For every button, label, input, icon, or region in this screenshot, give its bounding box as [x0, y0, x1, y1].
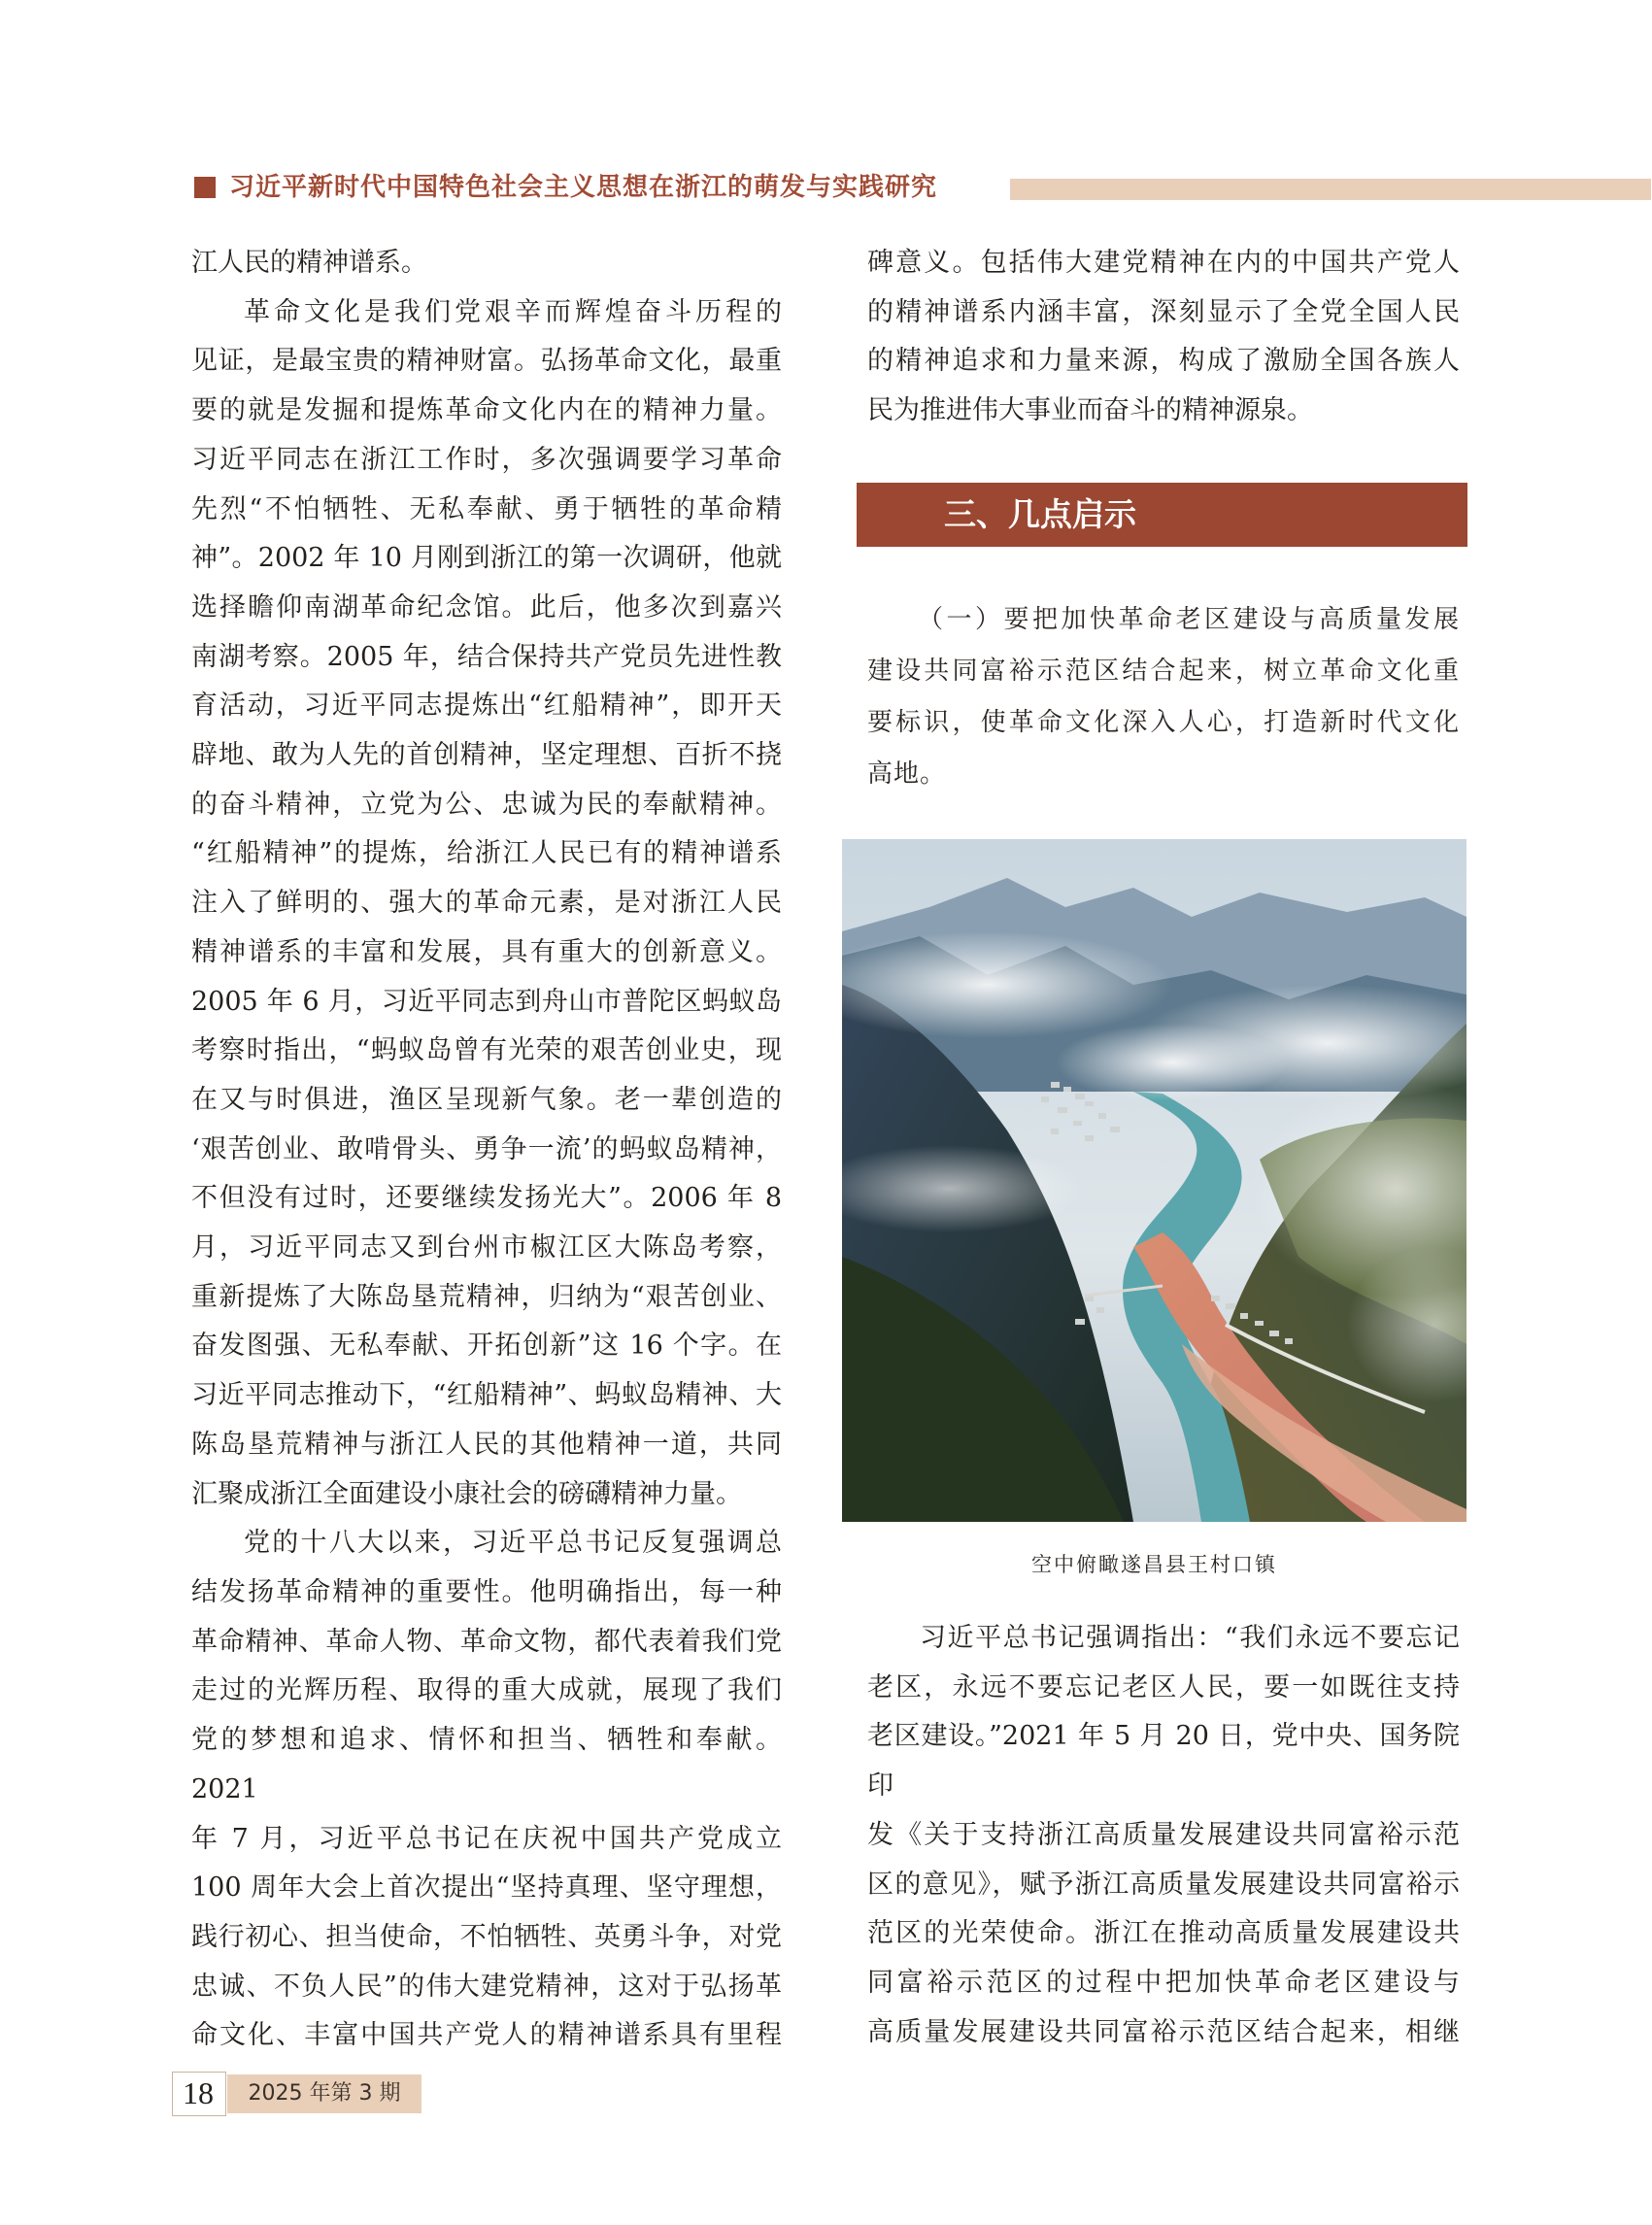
text-line: 的精神追求和力量来源，构成了激励全国各族人: [867, 346, 1460, 377]
text-line: 同富裕示范区的过程中把加快革命老区建设与: [867, 1967, 1460, 1998]
issue-label: 2025 年第 3 期: [248, 2081, 401, 2106]
text-line: 奋发图强、无私奉献、开拓创新”这 16 个字。在: [191, 1331, 782, 1362]
text-line: 践行初心、担当使命，不怕牺牲、英勇斗争，对党: [191, 1921, 782, 1952]
text-line: 碑意义。包括伟大建党精神在内的中国共产党人: [867, 248, 1460, 278]
text-line: 习近平总书记强调指出：“我们永远不要忘记: [920, 1623, 1460, 1653]
text-line: 习近平同志在浙江工作时，多次强调要学习革命: [191, 444, 782, 475]
text-line: 的精神谱系内涵丰富，深刻显示了全党全国人民: [867, 296, 1460, 327]
text-line: 2005 年 6 月，习近平同志到舟山市普陀区蚂蚁岛: [191, 986, 782, 1017]
right-text-column-bottom: [867, 1614, 1460, 2057]
aerial-photo-illustration: [842, 839, 1467, 1522]
text-line: 精神谱系的丰富和发展，具有重大的创新意义。: [191, 936, 782, 967]
text-line: 江人民的精神谱系。: [191, 248, 427, 278]
text-line: 神”。2002 年 10 月刚到浙江的第一次调研，他就: [191, 543, 782, 574]
text-line: 注入了鲜明的、强大的革命元素，是对浙江人民: [191, 888, 782, 919]
subheading-line: （一）要把加快革命老区建设与高质量发展: [918, 605, 1460, 634]
section-heading: 三、几点启示: [944, 495, 1136, 533]
text-line: 区的意见》，赋予浙江高质量发展建设共同富裕示: [867, 1869, 1460, 1900]
text-line: 见证，是最宝贵的精神财富。弘扬革命文化，最重: [191, 346, 782, 377]
text-line: 重新提炼了大陈岛垦荒精神，归纳为“艰苦创业、: [191, 1281, 782, 1312]
text-line: 选择瞻仰南湖革命纪念馆。此后，他多次到嘉兴: [191, 591, 782, 623]
text-line: 老区建设。”2021 年 5 月 20 日，党中央、国务院印: [867, 1721, 1460, 1802]
section-heading-band: [857, 483, 1467, 547]
running-header-title: 习近平新时代中国特色社会主义思想在浙江的萌发与实践研究: [229, 173, 938, 202]
left-text-column: [191, 239, 782, 2061]
text-line: 命文化、丰富中国共产党人的精神谱系具有里程: [191, 2020, 782, 2051]
text-line: 辟地、敢为人先的首创精神，坚定理想、百折不挠: [191, 740, 782, 771]
text-line: 不但没有过时，还要继续发扬光大”。2006 年 8: [191, 1183, 782, 1214]
subheading: [867, 594, 1460, 800]
text-line: 年 7 月，习近平总书记在庆祝中国共产党成立: [191, 1823, 782, 1854]
text-line: 党的梦想和追求、情怀和担当、牺牲和奉献。2021: [191, 1725, 782, 1804]
text-line: 100 周年大会上首次提出“坚持真理、坚守理想，: [191, 1872, 782, 1904]
text-line: 高质量发展建设共同富裕示范区结合起来，相继: [867, 2016, 1460, 2047]
text-line: 在又与时俱进，渔区呈现新气象。老一辈创造的: [191, 1084, 782, 1115]
text-line: 要的就是发掘和提炼革命文化内在的精神力量。: [191, 395, 782, 426]
text-line: 老区，永远不要忘记老区人民，要一如既往支持: [867, 1671, 1460, 1702]
text-line: 结发扬革命精神的重要性。他明确指出，每一种: [191, 1576, 782, 1607]
photo-caption: 空中俯瞰遂昌县王村口镇: [1031, 1553, 1277, 1576]
subheading-line: 要标识，使革命文化深入人心，打造新时代文化: [867, 708, 1460, 737]
text-line: 走过的光辉历程、取得的重大成就，展现了我们: [191, 1675, 782, 1706]
aerial-photo: [842, 839, 1467, 1522]
text-line: 忠诚、不负人民”的伟大建党精神，这对于弘扬革: [191, 1971, 782, 2002]
text-line: 革命精神、革命人物、革命文物，都代表着我们党: [191, 1626, 782, 1657]
text-line: 民为推进伟大事业而奋斗的精神源泉。: [867, 395, 1313, 426]
text-line: 陈岛垦荒精神与浙江人民的其他精神一道，共同: [191, 1429, 782, 1460]
text-line: 汇聚成浙江全面建设小康社会的磅礴精神力量。: [191, 1478, 742, 1509]
text-line: 的奋斗精神，立党为公、忠诚为民的奉献精神。: [191, 789, 782, 820]
text-line: 先烈“不怕牺牲、无私奉献、勇于牺牲的革命精: [191, 493, 782, 524]
text-line: 党的十八大以来，习近平总书记反复强调总: [244, 1528, 782, 1559]
text-line: 发《关于支持浙江高质量发展建设共同富裕示范: [867, 1819, 1460, 1850]
subheading-line: 建设共同富裕示范区结合起来，树立革命文化重: [867, 657, 1460, 686]
text-line: 范区的光荣使命。浙江在推动高质量发展建设共: [867, 1918, 1460, 1949]
header-marker: [194, 177, 216, 198]
text-line: 南湖考察。2005 年，结合保持共产党员先进性教: [191, 641, 782, 672]
page-number: 18: [183, 2075, 214, 2110]
right-text-column-top: [867, 239, 1460, 436]
header-decorative-bar: [1010, 179, 1651, 200]
text-line: “红船精神”的提炼，给浙江人民已有的精神谱系: [191, 838, 782, 869]
text-line: ‘艰苦创业、敢啃骨头、勇争一流’的蚂蚁岛精神，: [191, 1133, 782, 1164]
text-line: 考察时指出，“蚂蚁岛曾有光荣的艰苦创业史，现: [191, 1035, 782, 1066]
text-line: 习近平同志推动下，“红船精神”、蚂蚁岛精神、大: [191, 1380, 782, 1411]
text-line: 革命文化是我们党艰辛而辉煌奋斗历程的: [244, 296, 782, 327]
text-line: 育活动，习近平同志提炼出“红船精神”，即开天: [191, 691, 782, 722]
text-line: 月，习近平同志又到台州市椒江区大陈岛考察，: [191, 1232, 782, 1264]
subheading-line: 高地。: [867, 759, 947, 789]
